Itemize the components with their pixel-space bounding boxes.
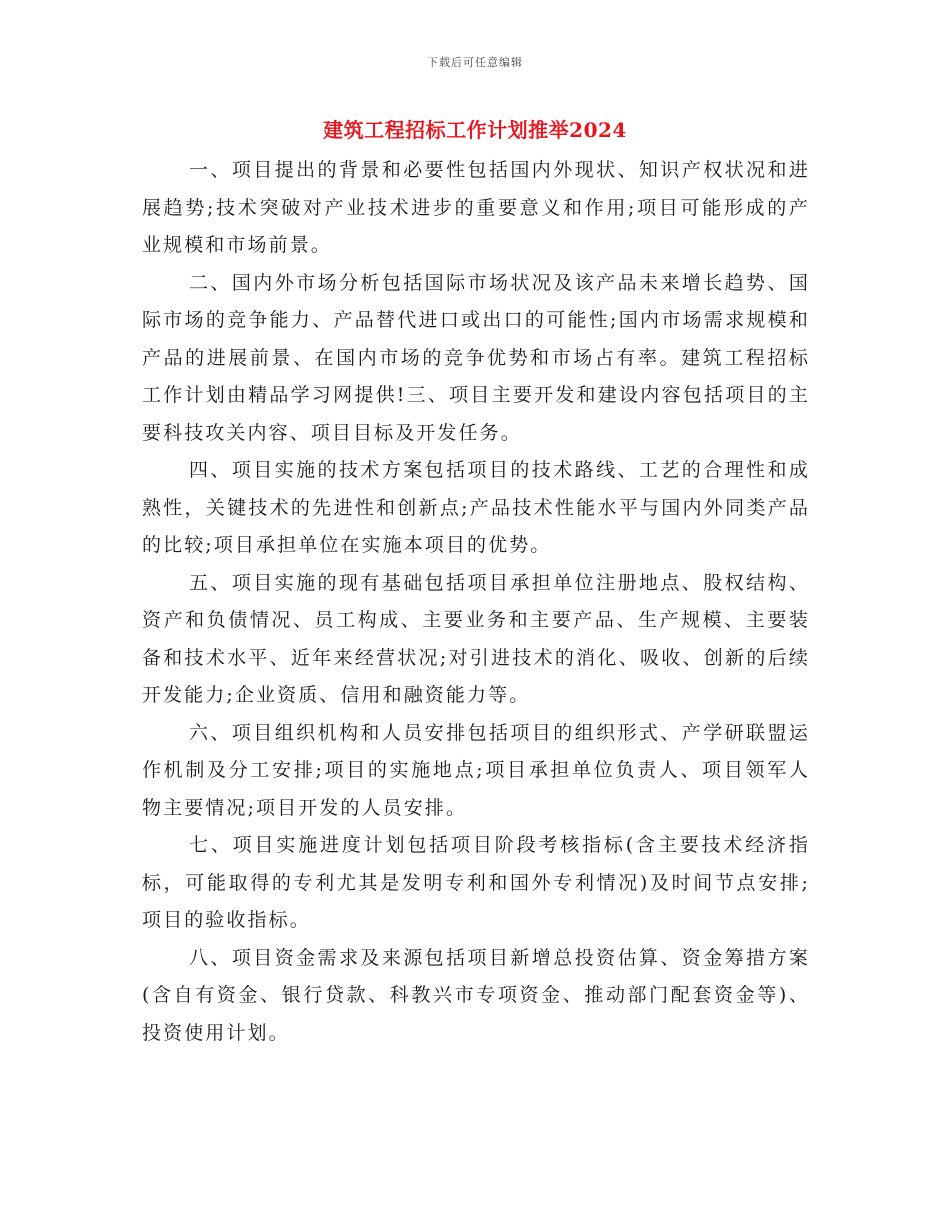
document-body <box>142 152 810 1052</box>
paragraph-7: 八、项目资金需求及来源包括项目新增总投资估算、资金筹措方案(含自有资金、银行贷款、科教兴市专项资金、推动部门配套资金等)、投资使用计划。 <box>142 946 810 1044</box>
paragraph-1: 一、项目提出的背景和必要性包括国内外现状、知识产权状况和进展趋势;技术突破对产业技术进步的重要意义和作用;项目可能形成的产业规模和市场前景。 <box>142 159 810 256</box>
document-title: 建筑工程招标工作计划推举2024 <box>323 118 627 142</box>
paragraph-6: 七、项目实施进度计划包括项目阶段考核指标(含主要技术经济指标，可能取得的专利尤其是发明专利和国外专利情况)及时间节点安排;项目的验收指标。 <box>142 834 810 931</box>
paragraph-4: 五、项目实施的现有基础包括项目承担单位注册地点、股权结构、资产和负债情况、员工构成、主要业务和主要产品、生产规模、主要装备和技术水平、近年来经营状况;对引进技术的消化、吸收、创新的后续开发能力;企业资质、信用和融资能力等。 <box>142 571 810 706</box>
header-note: 下载后可任意编辑 <box>427 56 523 69</box>
paragraph-2: 二、国内外市场分析包括国际市场状况及该产品未来增长趋势、国际市场的竞争能力、产品替代进口或出口的可能性;国内市场需求规模和产品的进展前景、在国内市场的竞争优势和市场占有率。建筑工程招标工作计划由精品学习网提供!三、项目主要开发和建设内容包括项目的主要科技攻关内容、项目目标及开发任务。 <box>142 271 810 444</box>
paragraph-5: 六、项目组织机构和人员安排包括项目的组织形式、产学研联盟运作机制及分工安排;项目的实施地点;项目承担单位负责人、项目领军人物主要情况;项目开发的人员安排。 <box>142 721 810 819</box>
paragraph-3: 四、项目实施的技术方案包括项目的技术路线、工艺的合理性和成熟性，关键技术的先进性和创新点;产品技术性能水平与国内外同类产品的比较;项目承担单位在实施本项目的优势。 <box>142 459 810 556</box>
